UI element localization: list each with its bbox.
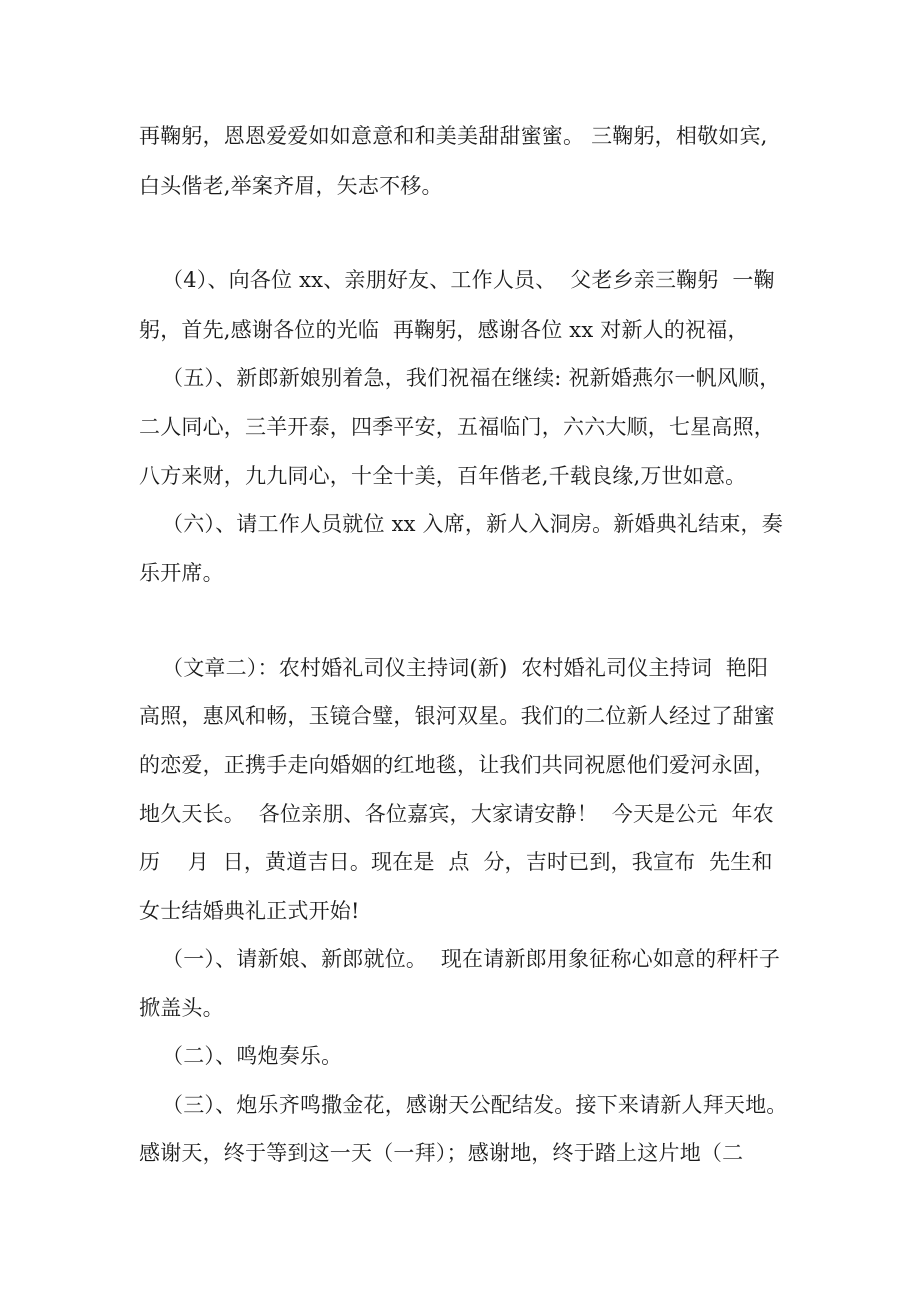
text-line: 白头偕老,举案齐眉，矢志不移。 (139, 174, 443, 198)
text-line: （三）、炮乐齐鸣撒金花，感谢天公配结发。接下来请新人拜天地。 (162, 1093, 788, 1117)
text-line: 女士结婚典礼正式开始! (139, 899, 360, 923)
text-line: 再鞠躬，恩恩爱爱如如意意和和美美甜甜蜜蜜。 三鞠躬，相敬如宾, (139, 124, 768, 148)
text-line: 躬，首先,感谢各位的光临 再鞠躬，感谢各位 xx 对新人的祝福， (139, 318, 749, 342)
text-line: 乐开席。 (139, 561, 224, 585)
text-line: 八方来财，九九同心，十全十美，百年偕老,千载良缘,万世如意。 (139, 464, 747, 488)
text-line: （文章二）：农村婚礼司仪主持词(新) 农村婚礼司仪主持词 艳阳 (162, 656, 769, 680)
text-line: 高照，惠风和畅，玉镜合璧，银河双星。我们的二位新人经过了甜蜜 (139, 704, 775, 728)
text-line: （五）、新郎新娘别着急，我们祝福在继续: 祝新婚燕尔一帆风顺， (162, 366, 781, 390)
text-line: 历 月 日，黄道吉日。现在是 点 分，吉时已到，我宣布 先生和 (139, 850, 773, 874)
text-line: 的恋爱，正携手走向婚姻的红地毯，让我们共同祝愿他们爱河永固， (139, 753, 775, 777)
text-line: （二）、鸣炮奏乐。 (162, 1044, 343, 1068)
text-line: （六）、请工作人员就位 xx 入席，新人入洞房。新婚典礼结束，奏 (162, 512, 783, 536)
text-line: 掀盖头。 (139, 996, 224, 1020)
text-line: 二人同心，三羊开泰，四季平安，五福临门，六六大顺，七星高照， (139, 415, 775, 439)
text-line: （4）、向各位 xx、亲朋好友、工作人员、 父老乡亲三鞠躬 一鞠 (162, 268, 775, 292)
text-line: （一）、请新娘、新郎就位。 现在请新郎用象征称心如意的秤杆子 (162, 947, 781, 971)
text-line: 感谢天，终于等到这一天（一拜）；感谢地，终于踏上这片地（二 (139, 1141, 744, 1165)
text-line: 地久天长。 各位亲朋、各位嘉宾，大家请安静！ 今天是公元 年农 (139, 802, 774, 826)
